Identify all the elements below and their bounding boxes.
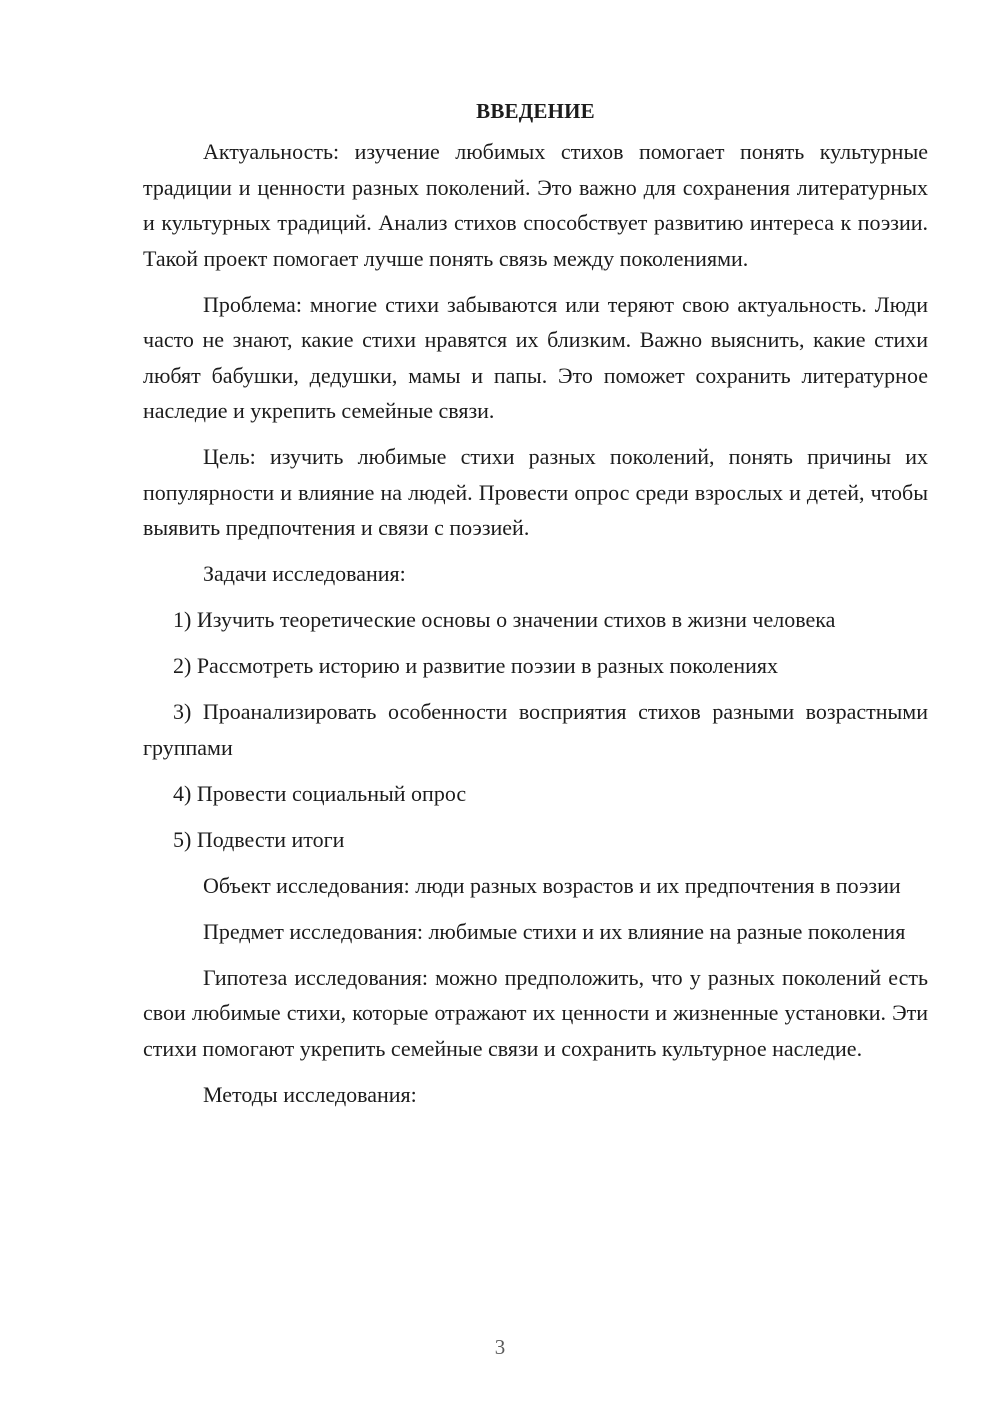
- task-item: 1) Изучить теоретические основы о значении стихов в жизни человека: [173, 607, 836, 632]
- task-item: 3) Проанализировать особенности восприятия стихов разными возрастными группами: [143, 699, 928, 760]
- page-number: 3: [494, 1335, 506, 1359]
- paragraph-object: Объект исследования: люди разных возрастов и их предпочтения в поэзии: [203, 872, 901, 898]
- paragraph-hypothesis: Гипотеза исследования: можно предположить, что у разных поколений есть свои любимые стихи, которые отражают их ценности и жизненные установки. Эти стихи помогают укрепить семейные связи и сохранить культурное наследие.: [143, 964, 928, 1061]
- paragraph-problem: Проблема: многие стихи забываются или теряют свою актуальность. Люди часто не знают, какие стихи нравятся их близким. Важно выяснить, какие стихи любят бабушки, дедушки, мамы и папы. Это поможет сохранить литературное наследие и укрепить семейные связи.: [143, 291, 928, 423]
- page-content: [143, 96, 928, 1123]
- paragraph-relevance: Актуальность: изучение любимых стихов помогает понять культурные традиции и ценности разных поколений. Это важно для сохранения литературных и культурных традиций. Анализ стихов способствует развитию интереса к поэзии. Такой проект помогает лучше понять связь между поколениями.: [143, 139, 928, 271]
- paragraph-subject: Предмет исследования: любимые стихи и их влияние на разные поколения: [203, 918, 906, 944]
- page-title: ВВЕДЕНИЕ: [476, 99, 595, 123]
- task-item: 5) Подвести итоги: [173, 826, 345, 852]
- paragraph-tasks-heading: Задачи исследования:: [203, 561, 406, 586]
- paragraph-methods: Методы исследования:: [203, 1081, 417, 1107]
- task-item: 4) Провести социальный опрос: [173, 780, 467, 806]
- paragraph-goal: Цель: изучить любимые стихи разных поколений, понять причины их популярности и влияние на людей. Провести опрос среди взрослых и детей, чтобы выявить предпочтения и связи с поэзией.: [143, 444, 928, 540]
- task-item: 2) Рассмотреть историю и развитие поэзии в разных поколениях: [173, 653, 778, 678]
